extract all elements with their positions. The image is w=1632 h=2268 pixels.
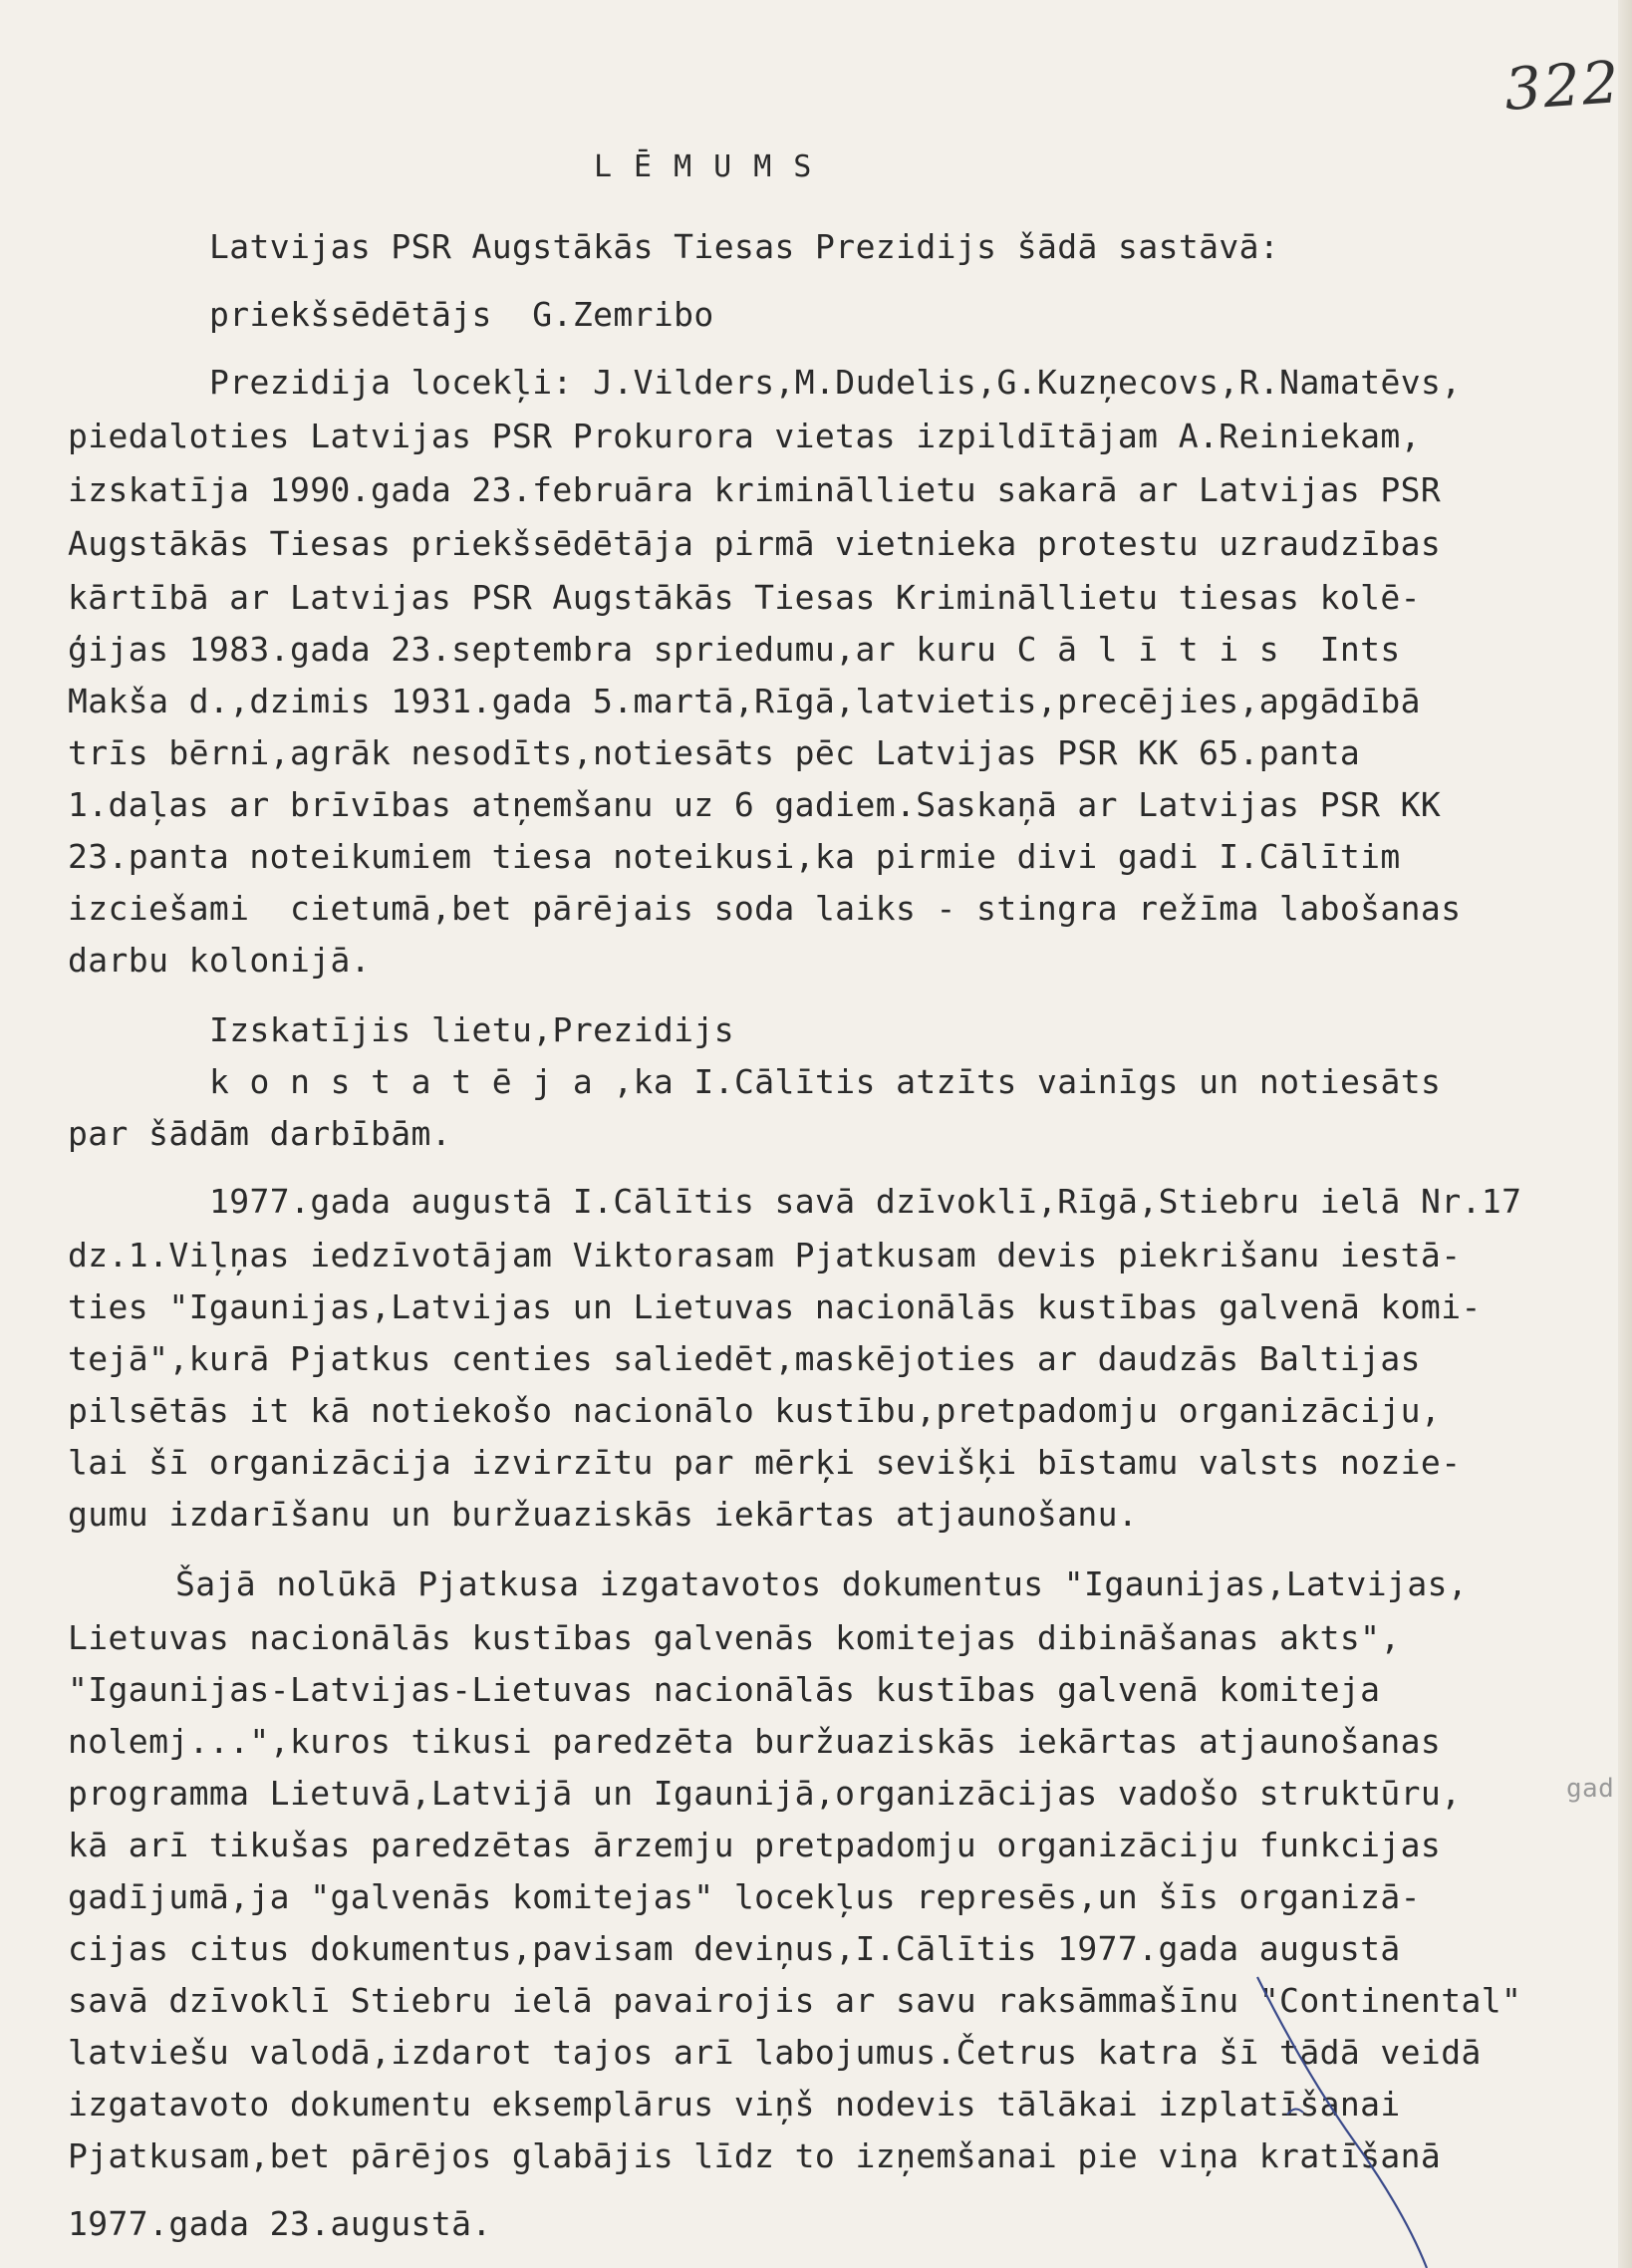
- text-line: kārtībā ar Latvijas PSR Augstākās Tiesas Krimināllietu tiesas kolē-: [68, 578, 1421, 617]
- text-line: 23.panta noteikumiem tiesa noteikusi,ka pirmie divi gadi I.Cālītim: [68, 837, 1401, 876]
- text-line: cijas citus dokumentus,pavisam deviņus,I.Cālītis 1977.gada augustā: [68, 1929, 1401, 1968]
- text-line: ģijas 1983.gada 23.septembra spriedumu,ar kuru C ā l ī t i s Ints: [68, 630, 1401, 669]
- text-line: lai šī organizācija izvirzītu par mērķi sevišķi bīstamu valsts nozie-: [68, 1443, 1462, 1482]
- text-line: Šajā nolūkā Pjatkusa izgatavotos dokumentus "Igaunijas,Latvijas,: [175, 1564, 1469, 1603]
- text-line: gadījumā,ja "galvenās komitejas" locekļus represēs,un šīs organizā-: [68, 1877, 1421, 1916]
- text-line: Lietuvas nacionālās kustības galvenās komitejas dibināšanas akts",: [68, 1618, 1401, 1657]
- text-line: 1977.gada augustā I.Cālītis savā dzīvoklī,Rīgā,Stiebru ielā Nr.17: [209, 1182, 1522, 1221]
- page-edge-shadow: [1618, 0, 1632, 2268]
- text-line: par šādām darbībām.: [68, 1114, 452, 1153]
- text-line: izciešami cietumā,bet pārējais soda laiks - stingra režīma labošanas: [68, 889, 1462, 928]
- text-line: k o n s t a t ē j a ,ka I.Cālītis atzīts vainīgs un notiesāts: [209, 1062, 1442, 1101]
- text-line: priekšsēdētājs G.Zemribo: [209, 295, 714, 334]
- text-line: izskatīja 1990.gada 23.februāra krimināllietu sakarā ar Latvijas PSR: [68, 470, 1442, 509]
- text-line: tejā",kurā Pjatkus centies saliedēt,maskējoties ar daudzās Baltijas: [68, 1339, 1421, 1378]
- text-line: Prezidija locekļi: J.Vilders,M.Dudelis,G.Kuzņecovs,R.Namatēvs,: [209, 363, 1462, 402]
- text-line: Pjatkusam,bet pārējos glabājis līdz to izņemšanai pie viņa kratīšanā: [68, 2136, 1442, 2175]
- text-line: darbu kolonijā.: [68, 941, 372, 980]
- text-line: savā dzīvoklī Stiebru ielā pavairojis ar savu raksāmmašīnu "Continental": [68, 1981, 1522, 2020]
- text-line: pilsētās it kā notiekošo nacionālo kustību,pretpadomju organizāciju,: [68, 1391, 1442, 1430]
- text-line: dz.1.Viļņas iedzīvotājam Viktorasam Pjatkusam devis piekrišanu iestā-: [68, 1236, 1462, 1275]
- text-line: izgatavoto dokumentu eksemplārus viņš nodevis tālākai izplatīšanai: [68, 2085, 1401, 2124]
- text-line: "Igaunijas-Latvijas-Lietuvas nacionālās kustības galvenā komiteja: [68, 1670, 1381, 1709]
- text-line: trīs bērni,agrāk nesodīts,notiesāts pēc Latvijas PSR KK 65.panta: [68, 733, 1361, 772]
- text-line: piedaloties Latvijas PSR Prokurora vietas izpildītājam A.Reiniekam,: [68, 417, 1421, 455]
- text-line: Izskatījis lietu,Prezidijs: [209, 1010, 734, 1049]
- text-line: kā arī tikušas paredzētas ārzemju pretpadomju organizāciju funkcijas: [68, 1826, 1442, 1864]
- text-line: gumu izdarīšanu un buržuaziskās iekārtas atjaunošanu.: [68, 1495, 1139, 1534]
- text-line: 1.daļas ar brīvības atņemšanu uz 6 gadiem.Saskaņā ar Latvijas PSR KK: [68, 785, 1442, 824]
- text-line: Makša d.,dzimis 1931.gada 5.martā,Rīgā,latvietis,precējies,apgādībā: [68, 682, 1421, 720]
- handwritten-page-number: 322: [1501, 48, 1623, 124]
- text-line: ties "Igaunijas,Latvijas un Lietuvas nacionālās kustības galvenā komi-: [68, 1287, 1482, 1326]
- text-line: 1977.gada 23.augustā.: [68, 2204, 492, 2243]
- document-title: LĒMUMS: [594, 149, 834, 184]
- text-line: Augstākās Tiesas priekšsēdētāja pirmā vietnieka protestu uzraudzības: [68, 524, 1442, 563]
- text-line: Latvijas PSR Augstākās Tiesas Prezidijs šādā sastāvā:: [209, 227, 1280, 266]
- text-line: nolemj...",kuros tikusi paredzēta buržuaziskās iekārtas atjaunošanas: [68, 1722, 1442, 1761]
- text-line: latviešu valodā,izdarot tajos arī labojumus.Četrus katra šī tādā veidā: [68, 2033, 1482, 2072]
- bleed-through-text: gad: [1566, 1774, 1615, 1804]
- text-line: programma Lietuvā,Latvijā un Igaunijā,organizācijas vadošo struktūru,: [68, 1774, 1462, 1813]
